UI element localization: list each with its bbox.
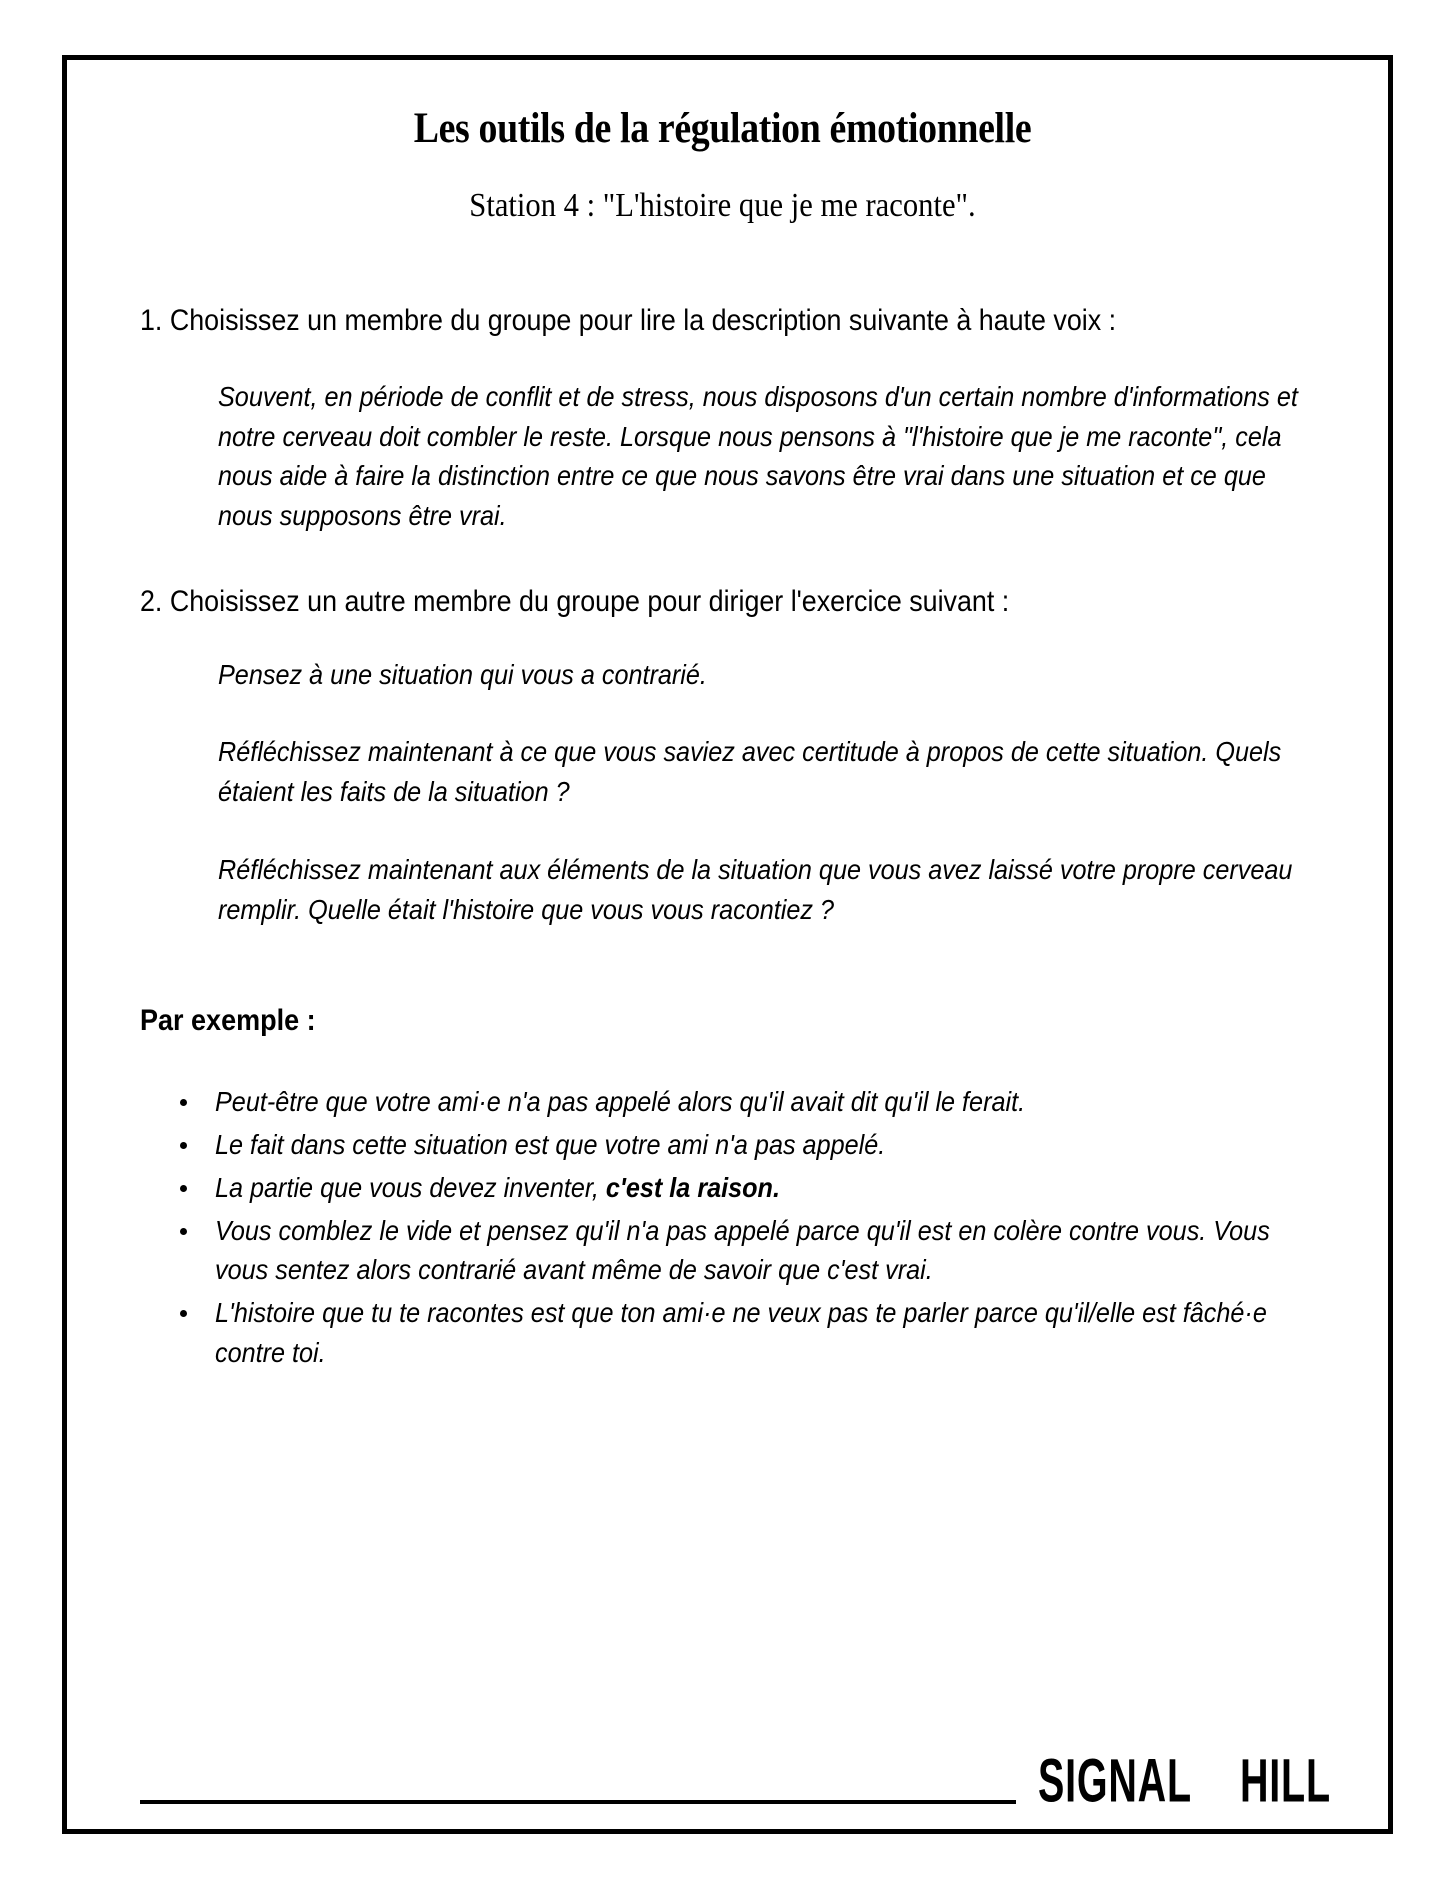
- quote-block-step-2: [140, 655, 1305, 930]
- page-footer: [140, 1747, 1360, 1816]
- logo-text-signal: SIGNAL: [1038, 1747, 1192, 1816]
- list-item-text: L'histoire que tu te racontes est que ton ami·e ne veux pas te parler parce qu'il/elle est fâché·e contre toi.: [215, 1297, 1267, 1368]
- signalhill-logo: [1016, 1747, 1360, 1816]
- instruction-step-2: 2. Choisissez un autre membre du groupe pour diriger l'exercice suivant :: [140, 584, 1010, 618]
- quote-paragraph: Pensez à une situation qui vous a contrarié.: [218, 658, 707, 690]
- list-item-text: Le fait dans cette situation est que votre ami n'a pas appelé.: [215, 1129, 886, 1161]
- list-item-text: Peut-être que votre ami·e n'a pas appelé alors qu'il avait dit qu'il le ferait.: [215, 1086, 1026, 1118]
- quote-paragraph: Réfléchissez maintenant à ce que vous saviez avec certitude à propos de cette situation. Quels étaient les faits de la situation ?: [218, 736, 1282, 808]
- list-item: [170, 1168, 1305, 1208]
- list-item-text: Vous comblez le vide et pensez qu'il n'a pas appelé parce qu'il est en colère contre vous. Vous vous sentez alors contrarié avant même de savoir que c'est vrai.: [215, 1214, 1270, 1286]
- list-item: [170, 1082, 1305, 1122]
- instruction-step-1: 1. Choisissez un membre du groupe pour lire la description suivante à haute voix :: [140, 303, 1117, 337]
- page-content: [140, 105, 1305, 1376]
- example-bullet-list: [140, 1082, 1305, 1372]
- list-item: [170, 1211, 1305, 1291]
- page-title: Les outils de la régulation émotionnelle: [413, 105, 1032, 152]
- logo-text-hill: HILL: [1240, 1747, 1332, 1816]
- example-heading: Par exemple :: [140, 1004, 316, 1038]
- page-subtitle: Station 4 : "L'histoire que je me raconte".: [469, 187, 976, 225]
- quote-paragraph: Souvent, en période de conflit et de stress, nous disposons d'un certain nombre d'informations et notre cerveau doit combler le reste. Lorsque nous pensons à "l'histoire que je me raconte", cela nous aide à faire la distinction entre ce que nous savons être vrai dans une situation et ce que nous supposons être vrai.: [218, 380, 1298, 531]
- list-item-emphasis: c'est la raison.: [605, 1171, 780, 1203]
- list-item-text: La partie que vous devez inventer,: [215, 1171, 606, 1203]
- quote-block-step-1: [140, 377, 1305, 536]
- list-item: [170, 1125, 1305, 1165]
- footer-divider: [140, 1800, 1016, 1804]
- quote-paragraph: Réfléchissez maintenant aux éléments de la situation que vous avez laissé votre propre cerveau remplir. Quelle était l'histoire que vous vous racontiez ?: [218, 853, 1293, 925]
- list-item: [170, 1293, 1305, 1373]
